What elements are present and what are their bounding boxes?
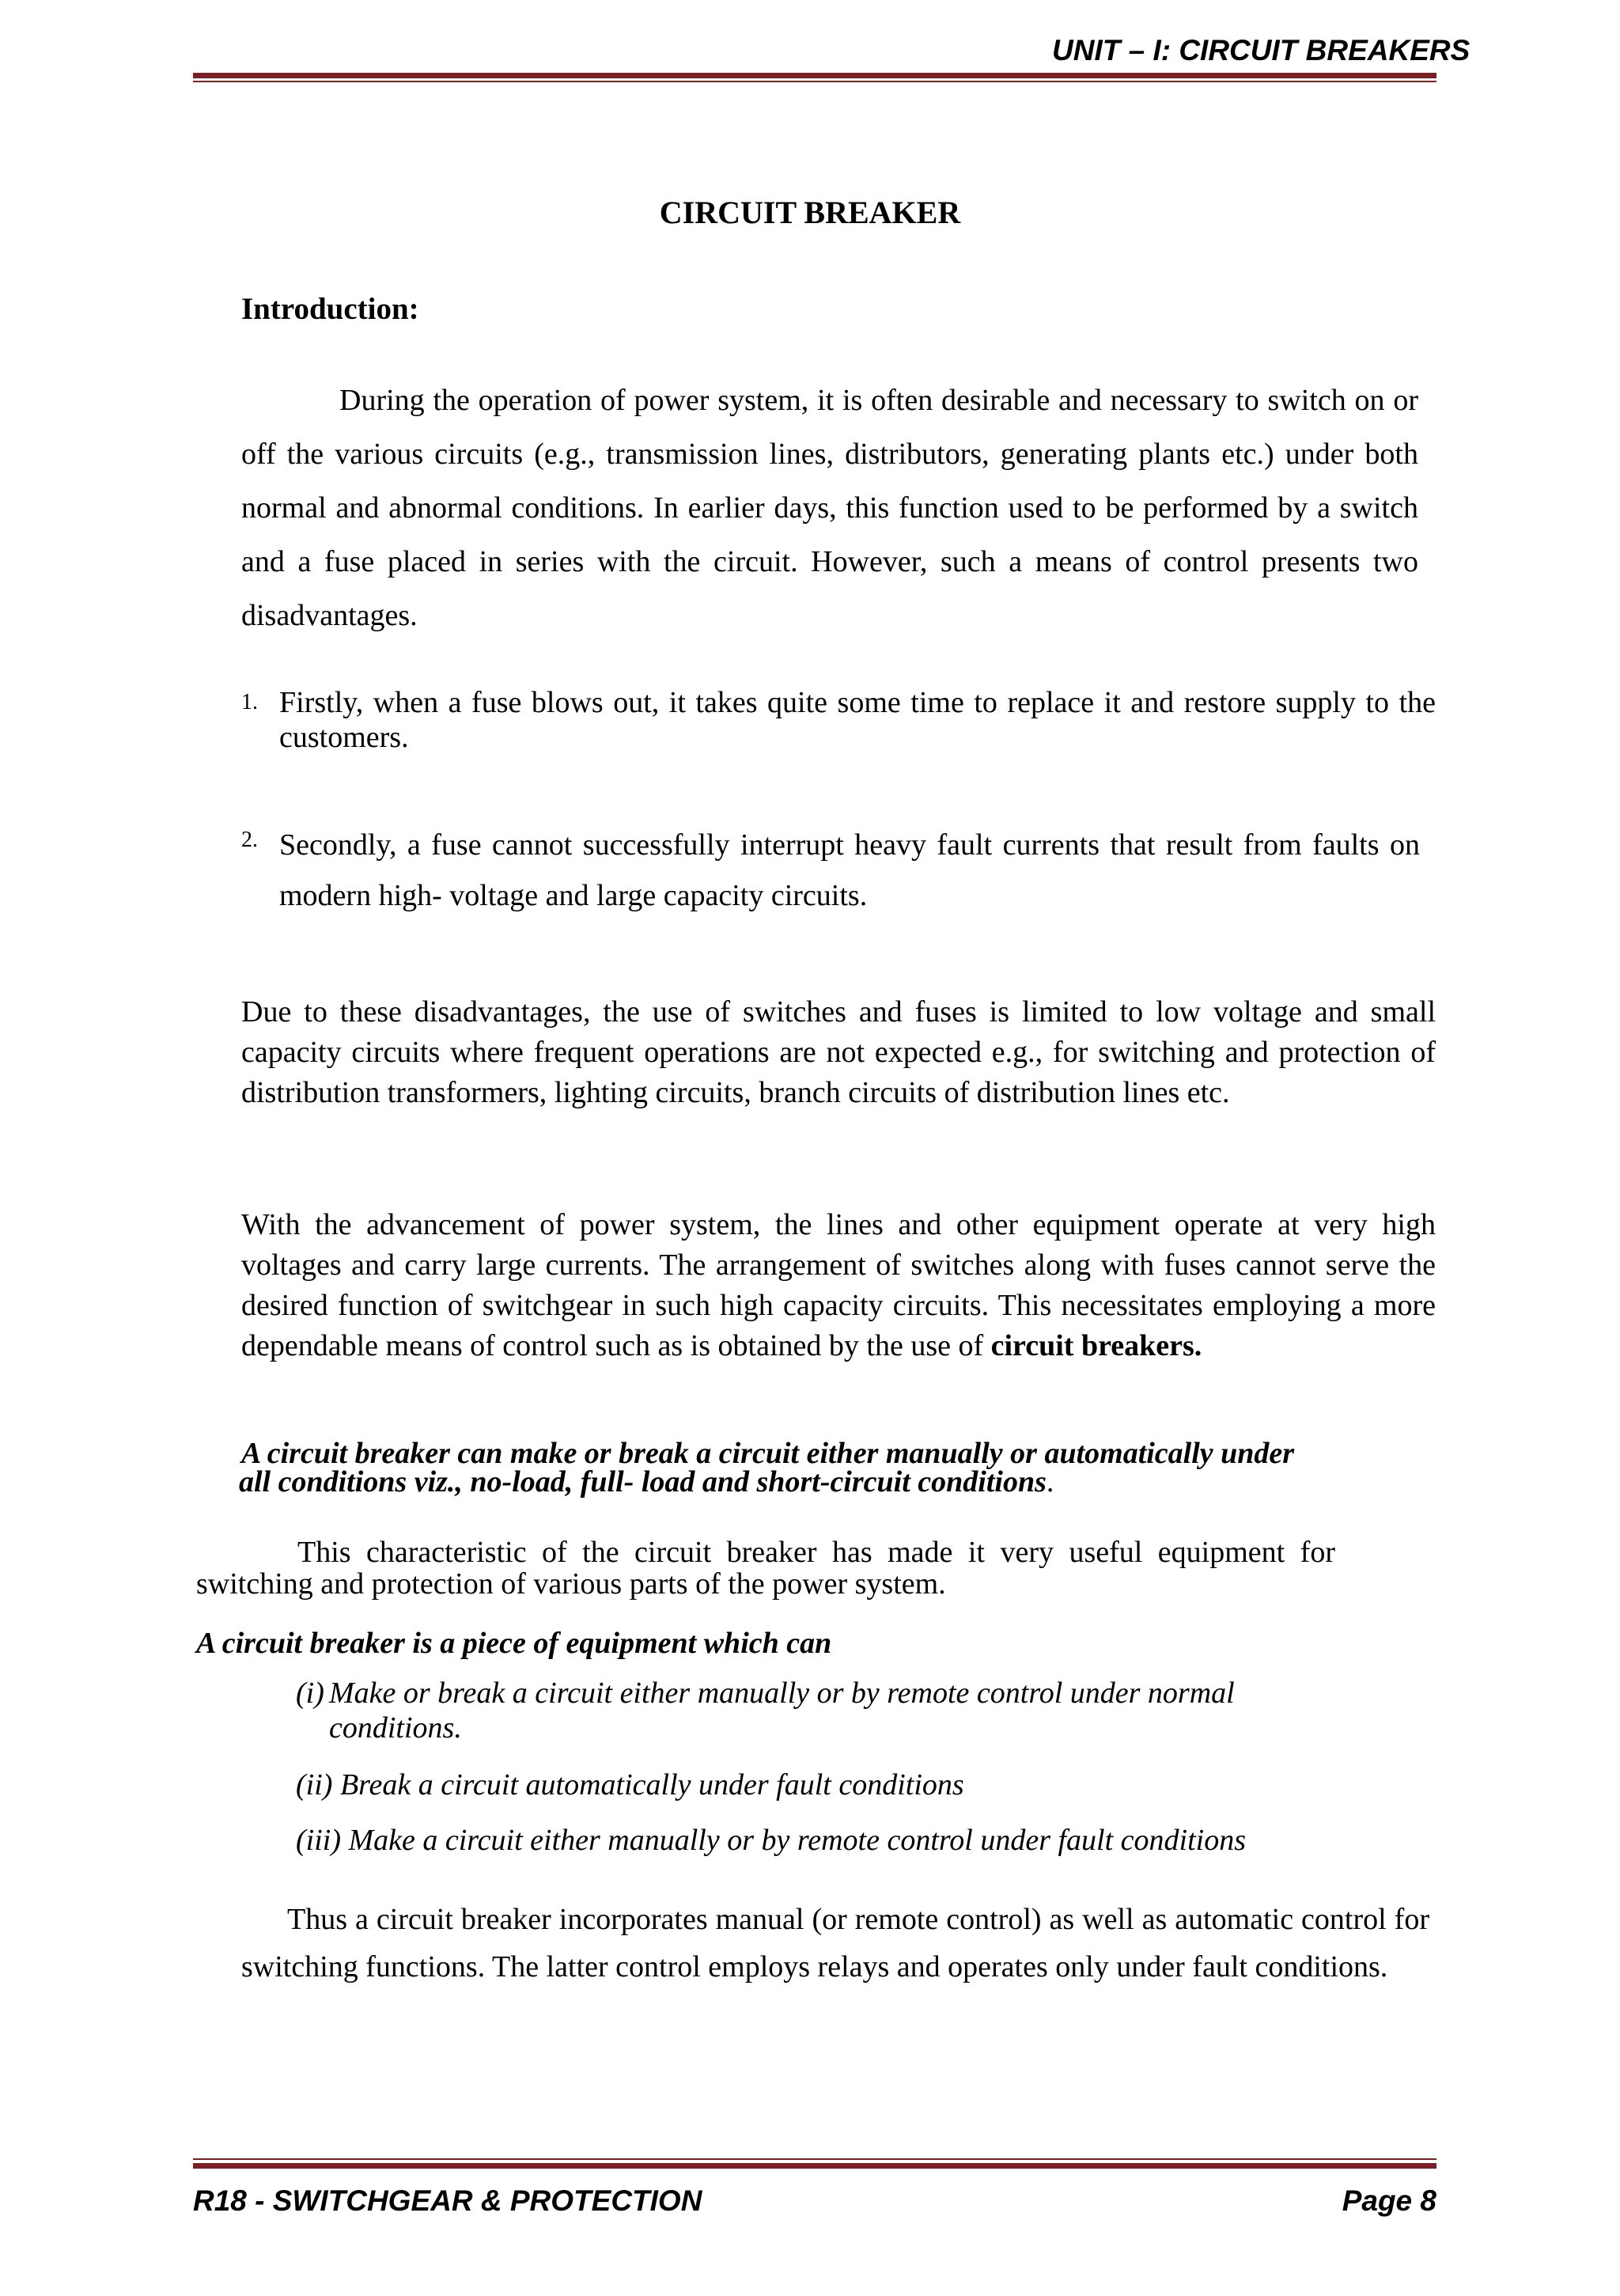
characteristic-paragraph: This characteristic of the circuit breaker has made it very useful equipment for switching and protection of various parts of the power system. xyxy=(196,1536,1335,1601)
page-number: Page 8 xyxy=(1342,2184,1436,2217)
paragraph-limited-use: Due to these disadvantages, the use of switches and fuses is limited to low voltage and small capacity circuits where frequent operations are not expected e.g., for switching and protection of distribution transformers, lighting circuits, branch circuits of distribution lines etc. xyxy=(241,995,1436,1109)
footer-rule-thin xyxy=(193,2158,1436,2160)
list-item-text: Make a circuit either manually or by remote control under fault conditions xyxy=(348,1824,1246,1857)
header-rule-thick xyxy=(193,73,1436,78)
conclusion-paragraph: Thus a circuit breaker incorporates manual (or remote control) as well as automatic control for switching functions. The latter control employs relays and operates only under fault conditions. xyxy=(241,1903,1429,1983)
section-heading-introduction: Introduction: xyxy=(241,292,419,326)
list-item-text: Make or break a circuit either manually or by remote control under normal conditions. xyxy=(329,1677,1235,1745)
header-rule-thin xyxy=(193,81,1436,82)
list-item-number: (i) xyxy=(296,1677,324,1710)
list-item-text: Firstly, when a fuse blows out, it takes quite some time to replace it and restore supply to the customers. xyxy=(279,686,1436,754)
definition-line-2-text: all conditions viz., no-load, full- load and short-circuit conditions xyxy=(239,1465,1047,1498)
list-item xyxy=(241,820,1420,915)
footer-course-title: R18 - SWITCHGEAR & PROTECTION xyxy=(193,2184,702,2217)
list-item xyxy=(296,1767,1372,1802)
capability-heading: A circuit breaker is a piece of equipment which can xyxy=(196,1627,832,1660)
circuit-breakers-emphasis: circuit breakers. xyxy=(990,1329,1202,1362)
footer-rule-thick xyxy=(193,2163,1436,2169)
paragraph-advancement xyxy=(241,1205,1436,1366)
list-item-number: 1. xyxy=(241,690,258,714)
definition-line-1: A circuit breaker can make or break a circuit either manually or automatically under xyxy=(241,1437,1295,1470)
list-item-text: Break a circuit automatically under fault conditions xyxy=(339,1768,964,1802)
list-item xyxy=(241,685,1436,764)
definition-line-2-end: . xyxy=(1046,1465,1054,1498)
definition-line-2 xyxy=(239,1465,1054,1498)
running-header-title: UNIT – I: CIRCUIT BREAKERS xyxy=(1052,34,1470,66)
list-item xyxy=(296,1676,1372,1745)
paragraph-advancement-text: With the advancement of power system, the lines and other equipment operate at very high voltages and carry large currents. The arrangement of switches along with fuses cannot serve the desired function of switchgear in such high capacity circuits. This necessitates employing a more dependable means of control such as is obtained by the use of xyxy=(241,1208,1436,1362)
page-title: CIRCUIT BREAKER xyxy=(659,195,961,230)
list-item-number: (ii) xyxy=(296,1768,333,1802)
intro-paragraph: During the operation of power system, it is often desirable and necessary to switch on or off the various circuits (e.g., transmission lines, distributors, generating plants etc.) under both normal and abnormal conditions. In earlier days, this function used to be performed by a switch and a fuse placed in series with the circuit. However, such a means of control presents two disadvantages. xyxy=(241,384,1418,632)
list-item-number: 2. xyxy=(241,828,258,852)
list-item xyxy=(296,1823,1403,1858)
list-item-text: Secondly, a fuse cannot successfully interrupt heavy fault currents that result from faults on modern high- voltage and large capacity circuits. xyxy=(279,828,1420,912)
list-item-number: (iii) xyxy=(296,1824,341,1857)
